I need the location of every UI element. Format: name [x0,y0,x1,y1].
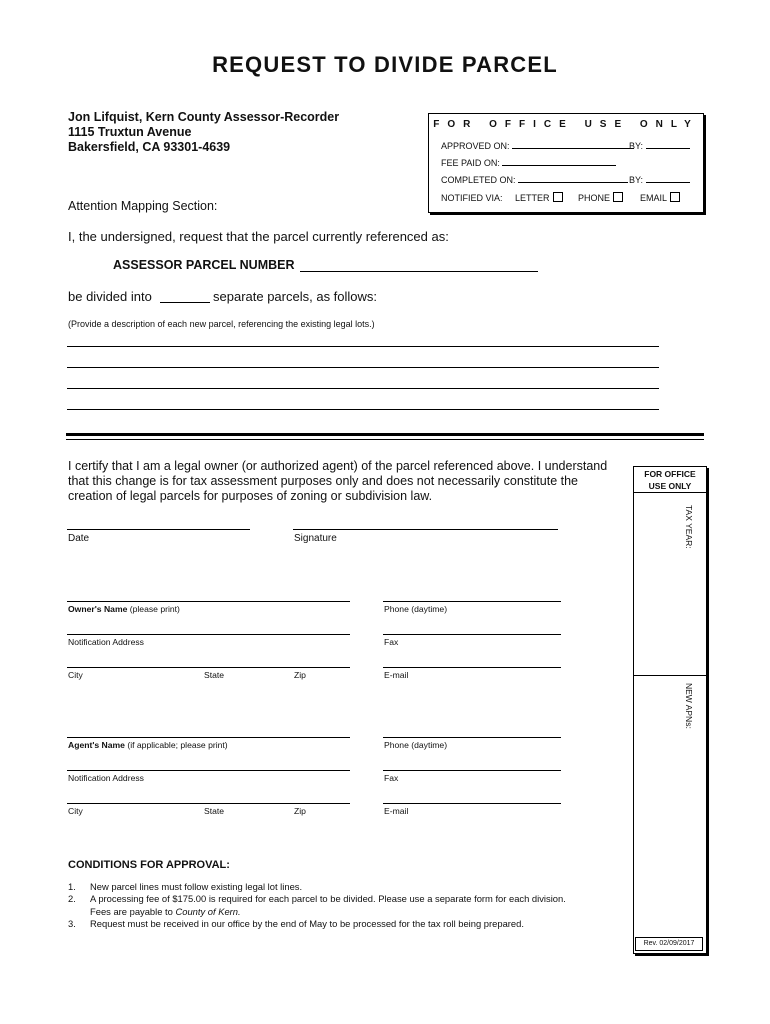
email-checkbox[interactable] [670,192,680,202]
notified-via-label: NOTIFIED VIA: [441,193,503,203]
description-line-2[interactable] [67,367,659,368]
apn-label: ASSESSOR PARCEL NUMBER [113,258,295,272]
section-divider-thin [66,439,704,440]
agent-email-field[interactable] [383,803,561,804]
description-line-4[interactable] [67,409,659,410]
condition-item-3 [68,918,628,930]
request-statement: I, the undersigned, request that the parcel currently referenced as: [68,229,449,244]
side-header-line-2: USE ONLY [648,481,692,491]
condition-item-2 [68,893,628,905]
completed-on-field[interactable] [518,174,628,183]
owner-fax-field[interactable] [383,634,561,635]
assessor-address [68,110,339,155]
agent-city-state-zip-field[interactable] [67,803,350,804]
address-line-2: 1115 Truxtun Avenue [68,125,192,139]
condition-item-1 [68,881,628,893]
agent-name-label-note: (if applicable; please print) [124,740,228,750]
agent-address-label: Notification Address [68,773,144,783]
completed-on-label: COMPLETED ON: [441,175,516,185]
owner-email-label: E-mail [384,670,409,680]
description-instruction: (Provide a description of each new parcel, referencing the existing legal lots.) [68,319,375,329]
phone-checkbox[interactable] [613,192,623,202]
owner-name-label-note: (please print) [127,604,180,614]
owner-phone-field[interactable] [383,601,561,602]
by-label-1: BY: [629,141,644,151]
agent-fax-label: Fax [384,773,399,783]
letter-label: LETTER [515,193,550,203]
agent-phone-label: Phone (daytime) [384,740,448,750]
county-of-kern-text: County of Kern. [175,905,241,917]
apn-field[interactable] [300,271,538,272]
agent-email-label: E-mail [384,806,409,816]
date-label: Date [68,533,90,544]
condition-text-2: A processing fee of $175.00 is required for each parcel to be divided. Please use a separate form for each division. [90,893,566,905]
divided-into-label: be divided into [68,289,152,304]
description-line-1[interactable] [67,346,659,347]
phone-label: PHONE [578,193,611,203]
attention-label: Attention Mapping Section: [68,199,218,213]
address-line-3: Bakersfield, CA 93301-4639 [68,140,231,154]
condition-text-3: Request must be received in our office by the end of May to be processed for the tax roll being prepared. [90,917,524,929]
side-office-use-header [634,467,706,493]
approved-on-field[interactable] [512,140,634,149]
agent-name-label [68,740,228,750]
condition-number-1: 1. [68,881,76,892]
condition-number-3: 3. [68,917,76,929]
approved-on-label: APPROVED ON: [441,141,510,151]
address-line-1: Jon Lifquist, Kern County Assessor-Recorder [68,110,340,124]
owner-email-field[interactable] [383,667,561,668]
description-line-3[interactable] [67,388,659,389]
owner-name-field[interactable] [67,601,350,602]
condition-item-2-fees [68,906,628,918]
conditions-list [68,881,628,930]
office-use-header: FOR OFFICE USE ONLY [433,119,699,130]
agent-name-field[interactable] [67,737,350,738]
fees-payable-text: Fees are payable to [90,905,176,917]
owner-fax-label: Fax [384,637,399,647]
agent-zip-label: Zip [294,806,306,816]
owner-name-label [68,604,180,614]
by-field-2[interactable] [646,174,690,183]
agent-address-field[interactable] [67,770,350,771]
condition-text-2-fees [90,906,241,918]
letter-checkbox[interactable] [553,192,563,202]
agent-phone-field[interactable] [383,737,561,738]
separate-parcels-label: separate parcels, as follows: [213,289,378,304]
tax-year-label: TAX YEAR: [684,505,694,549]
condition-number-2: 2. [68,893,76,905]
owner-phone-label: Phone (daytime) [384,604,448,614]
agent-fax-field[interactable] [383,770,561,771]
new-apns-label: NEW APNs: [684,683,694,729]
by-label-2: BY: [629,175,644,185]
owner-city-state-zip-field[interactable] [67,667,350,668]
revision-date: Rev. 02/09/2017 [635,937,703,951]
office-use-box [428,113,704,213]
fee-paid-on-label: FEE PAID ON: [441,158,500,168]
conditions-title: CONDITIONS FOR APPROVAL: [68,859,230,871]
condition-text-1: New parcel lines must follow existing legal lot lines. [90,881,303,892]
side-office-use-box [633,466,707,954]
section-divider-thick [66,433,704,436]
owner-address-field[interactable] [67,634,350,635]
certification-statement: I certify that I am a legal owner (or authorized agent) of the parcel referenced above. I understand that this change is for tax assessment purposes only and does not necessarily constitute the creation of legal parcels for purposes of zoning or subdivision law. [68,459,608,503]
side-header-line-1: FOR OFFICE [644,469,696,479]
agent-state-label: State [204,806,225,816]
owner-zip-label: Zip [294,670,306,680]
signature-label: Signature [294,533,337,544]
owner-city-label: City [68,670,83,680]
signature-field[interactable] [293,529,558,530]
by-field-1[interactable] [646,140,690,149]
agent-city-label: City [68,806,83,816]
side-box-divider [634,675,706,676]
owner-name-label-bold: Owner's Name [68,604,128,614]
owner-address-label: Notification Address [68,637,144,647]
fee-paid-on-field[interactable] [502,157,616,166]
parcel-count-field[interactable] [160,302,210,303]
date-field[interactable] [67,529,250,530]
owner-state-label: State [204,670,225,680]
page-title: REQUEST TO DIVIDE PARCEL [212,52,558,77]
agent-name-label-bold: Agent's Name [68,740,125,750]
email-label: EMAIL [640,193,668,203]
